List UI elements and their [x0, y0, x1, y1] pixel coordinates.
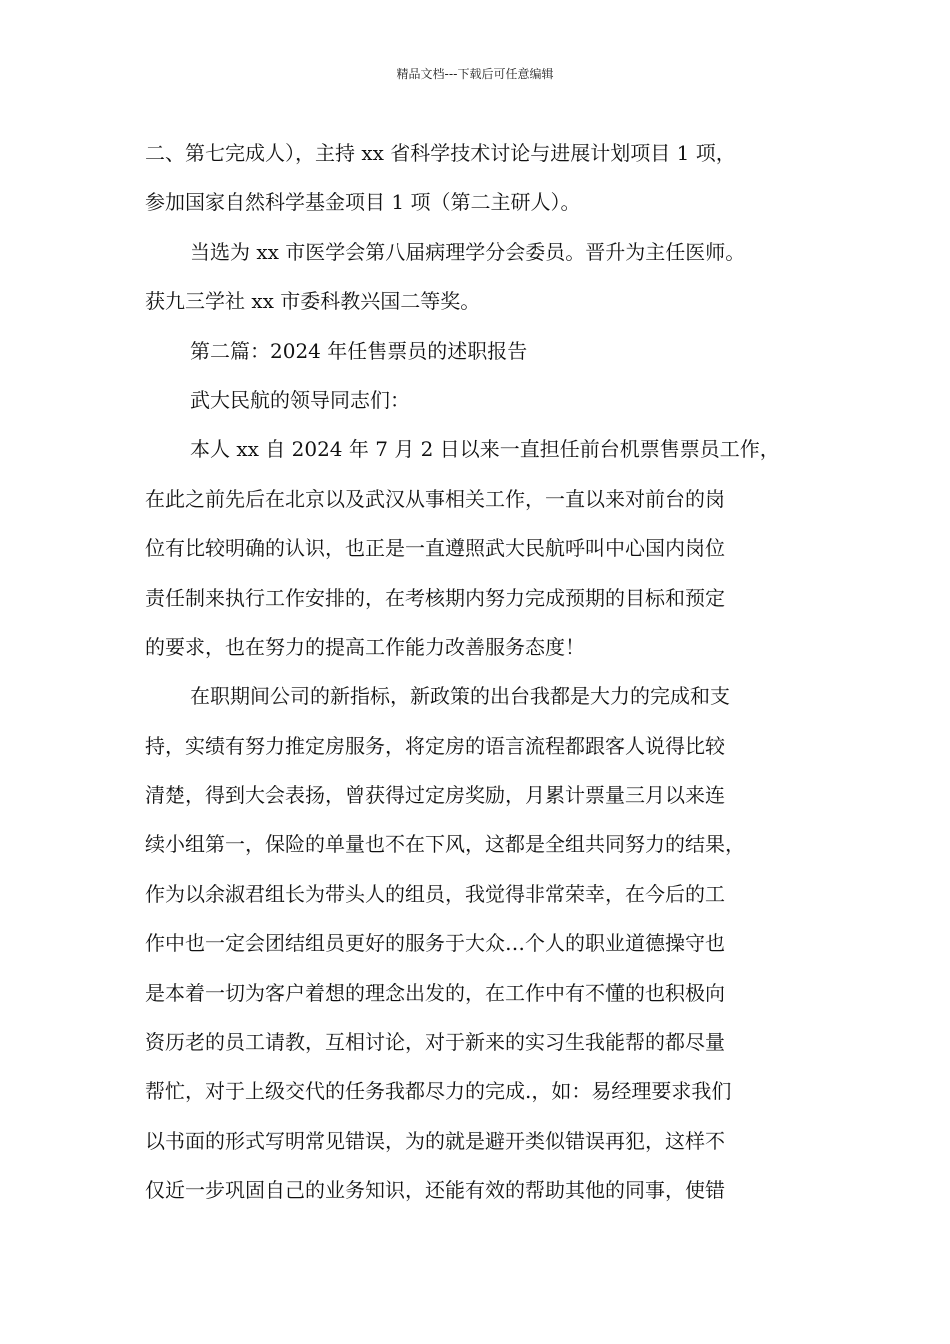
text-line: 续小组第一，保险的单量也不在下风，这都是全组共同努力的结果，: [145, 832, 745, 857]
text-line: 是本着一切为客户着想的理念出发的，在工作中有不懂的也积极向: [145, 980, 725, 1005]
document-body: [145, 129, 825, 1216]
text-line: 以书面的形式写明常见错误，为的就是避开类似错误再犯，这样不: [145, 1128, 725, 1153]
page-header: 精品文档---下载后可任意编辑: [396, 67, 554, 81]
text-line: 武大民航的领导同志们：: [190, 387, 410, 412]
text-line: 持，实绩有努力推定房服务，将定房的语言流程都跟客人说得比较: [145, 733, 725, 758]
text-line: 位有比较明确的认识，也正是一直遵照武大民航呼叫中心国内岗位: [145, 536, 725, 561]
text-line: 帮忙，对于上级交代的任务我都尽力的完成.，如：易经理要求我们: [145, 1079, 732, 1104]
text-line: 二、第七完成人），主持 xx 省科学技术讨论与进展计划项目 1 项，: [145, 141, 736, 165]
text-line: 当选为 xx 市医学会第八届病理学分会委员。晋升为主任医师。: [190, 239, 746, 264]
text-line: 在此之前先后在北京以及武汉从事相关工作，一直以来对前台的岗: [145, 486, 725, 511]
text-line: 第二篇：2024 年任售票员的述职报告: [190, 338, 528, 363]
text-line: 在职期间公司的新指标，新政策的出台我都是大力的完成和支: [190, 684, 730, 709]
text-line: 本人 xx 自 2024 年 7 月 2 日以来一直担任前台机票售票员工作，: [190, 437, 780, 462]
text-line: 责任制来执行工作安排的，在考核期内努力完成预期的目标和预定: [145, 585, 725, 610]
text-line: 仅近一步巩固自己的业务知识，还能有效的帮助其他的同事，使错: [145, 1178, 725, 1203]
text-line: 清楚，得到大会表扬，曾获得过定房奖励，月累计票量三月以来连: [145, 783, 725, 808]
text-line: 资历老的员工请教，互相讨论，对于新来的实习生我能帮的都尽量: [145, 1030, 725, 1055]
text-line: 参加国家自然科学基金项目 1 项（第二主研人）。: [145, 190, 581, 215]
text-line: 作为以余淑君组长为带头人的组员，我觉得非常荣幸，在今后的工: [145, 881, 725, 906]
text-line: 作中也一定会团结组员更好的服务于大众…个人的职业道德操守也: [145, 931, 725, 956]
text-line: 获九三学社 xx 市委科教兴国二等奖。: [145, 289, 481, 314]
text-line: 的要求，也在努力的提高工作能力改善服务态度！: [145, 634, 585, 659]
